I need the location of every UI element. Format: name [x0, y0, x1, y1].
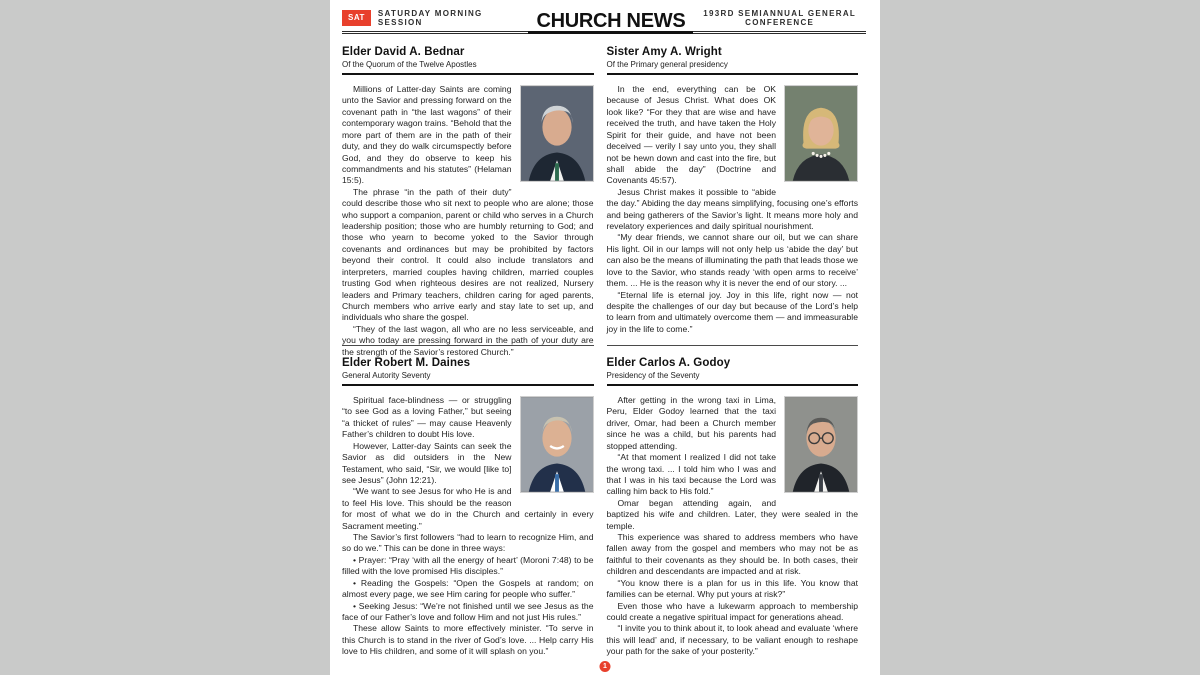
paragraph: Jesus Christ makes it possible to “abide the day.” Abiding the day means simplifying, focusing one’s efforts and being gatherers of the Savior’s light. It means more holy and revelatory experiences and daily spiritual nourishment.	[606, 186, 858, 232]
masthead-bar	[342, 9, 866, 34]
paragraph: After getting in the wrong taxi in Lima, Peru, Elder Godoy learned that the taxi driver, Omar, had been a Church member since he was a child, but his parents had stopped attending.	[606, 395, 776, 451]
article-headline: Elder David A. Bednar	[342, 46, 465, 58]
portrait-illustration	[785, 397, 857, 492]
article-body	[342, 395, 594, 658]
paragraph: “Eternal life is eternal joy. Joy in this life, right now — not despite the challenges of our day but because of the Lord’s help to learn from and ultimately overcome them — and immeasurable joy in the life to come.”	[606, 289, 858, 334]
left-column	[342, 46, 594, 658]
paragraph: “At that moment I realized I did not take the wrong taxi. ... I told him who I was and that I was in his taxi because the Lord was calling him back to His fold.”	[606, 452, 776, 497]
paragraph: In the end, everything can be OK because of Jesus Christ. What does OK look like? “For they that are wise and have received the truth, and have taken the Holy Spirit for their guide, and have not been deceived — verily I say unto you, they shall not be hewn down and cast into the fire, but shall abide the day” (Doctrine and Covenants 45:57).	[606, 84, 776, 186]
byline-rule	[342, 384, 594, 386]
article-daines	[342, 357, 594, 658]
paragraph: “I invite you to think about it, to look ahead and evaluate ‘where this will lead’ and, if necessary, to be valiant enough to reshape your path for the sake of your posterity.”	[606, 623, 858, 657]
portrait-photo-daines	[520, 396, 594, 493]
paragraph: Spiritual face-blindness — or struggling “to see God as a loving Father,” but seeing “a thicket of rules” — may cause Heavenly Father’s children to doubt His love.	[342, 395, 512, 440]
publication-title: CHURCH NEWS	[528, 11, 693, 34]
paragraph: Omar began attending again, and baptized his wife and children. Later, they were sealed in the temple.	[606, 497, 858, 531]
article-godoy	[607, 357, 859, 658]
article-byline: General Autority Seventy	[342, 371, 431, 380]
article-body	[607, 84, 859, 335]
paragraph: The Savior’s first followers “had to learn to recognize Him, and so do we.” This can be done in three ways:	[342, 532, 594, 554]
paragraph: Even those who have a lukewarm approach to membership could create a negative spiritual impact for generations ahead.	[606, 600, 858, 623]
article-byline: Of the Quorum of the Twelve Apostles	[342, 60, 477, 69]
article-grid	[342, 46, 858, 658]
article-separator	[607, 345, 859, 346]
newspaper-page	[330, 0, 880, 675]
paragraph: These allow Saints to more effectively minister. “To serve in this Church is to stand in the river of God’s love. ... Help carry His love to His children, and some of it will splash on you.”	[342, 623, 594, 657]
paragraph: Millions of Latter-day Saints are coming unto the Savior and pressing forward on the covenant path in “the last wagons” of their contemporary wagon trains. “Behold that the more part of them are in the path of their duty, and they do walk circumspectly before God, and they do observe to keep his commandments and his statutes” (Helaman 15:5).	[342, 84, 512, 186]
portrait-illustration	[521, 86, 593, 181]
article-headline: Elder Robert M. Daines	[342, 357, 471, 369]
day-badge: SAT	[342, 10, 371, 26]
paragraph: “My dear friends, we cannot share our oil, but we can share His light. Oil in our lamps will not only help us ‘abide the day’ but can also be the means of illuminating the path that leads those we love to the Savior, who stands ready ‘with open arms to receive’ them. ... He is the reason why it is never the end of our story. ...	[606, 232, 858, 289]
portrait-illustration	[521, 397, 593, 492]
paragraph: This experience was shared to address members who have fallen away from the gospel and members who may not be as faithful to their covenants as they should be. In both cases, their children and descendants are impacted and at risk.	[606, 532, 858, 577]
paragraph: • Seeking Jesus: “We’re not finished until we see Jesus as the face of our Father’s love and follow Him and not just His rules.”	[342, 600, 594, 623]
session-banner	[342, 9, 528, 34]
byline-rule	[607, 73, 859, 75]
paragraph: “They of the last wagon, all who are no less serviceable, and you who today are pressing forward in the path of your duty are the strength of the Savior’s restored Church.”	[342, 323, 594, 357]
paragraph: The phrase “in the path of their duty” could describe those who sit next to people who are alone; those who support a companion, parent or child who serves in a Church leadership position; those who are humbly returning to God; and those who yearn to become yoked to the Savior through covenants and ordinances but may be prohibited by factors beyond their control. It could also include translators and interpreters, married couples having children, married couples trusting God when righteous desires are not realized, Nursery leaders and Primary teachers, children caring for aged parents, Church members who arrive early and stay late to set up, and individuals who share the gospel.	[342, 186, 594, 323]
paragraph: • Reading the Gospels: “Open the Gospels at random; on almost every page, we see Him caring for people who suffer.”	[342, 577, 594, 600]
paragraph: • Prayer: “Pray ‘with all the energy of heart’ (Moroni 7:48) to be filled with the love promised His disciples.”	[342, 554, 594, 577]
article-body	[607, 395, 859, 658]
portrait-illustration	[785, 86, 857, 181]
byline-rule	[607, 384, 859, 386]
byline-rule	[342, 73, 594, 75]
portrait-photo-wright	[784, 85, 858, 182]
right-column	[607, 46, 859, 658]
paragraph: “You know there is a plan for us in this life. You know that families can be eternal. Why put yours at risk?”	[606, 577, 858, 600]
portrait-photo-bednar	[520, 85, 594, 182]
paragraph: “We want to see Jesus for who He is and to feel His love. This should be the reason for most of what we do in the Church and certainly in every Sacrament meeting.”	[342, 486, 594, 531]
page-number-badge: 1	[600, 661, 611, 672]
article-headline: Elder Carlos A. Godoy	[606, 357, 731, 369]
paragraph: However, Latter-day Saints can seek the Savior as did outsiders in the New Testament, who said, “Sir, we would [like to] see Jesus” (John 12:21).	[342, 440, 512, 485]
article-byline: Presidency of the Seventy	[606, 371, 700, 380]
article-headline: Sister Amy A. Wright	[606, 46, 722, 58]
article-body	[342, 84, 594, 358]
portrait-photo-godoy	[784, 396, 858, 493]
session-title: SATURDAY MORNING SESSION	[377, 9, 483, 27]
article-byline: Of the Primary general presidency	[606, 60, 728, 69]
conference-title: 193RD SEMIANNUAL GENERAL CONFERENCE	[693, 9, 866, 34]
article-wright	[607, 46, 859, 345]
article-bednar	[342, 46, 594, 357]
